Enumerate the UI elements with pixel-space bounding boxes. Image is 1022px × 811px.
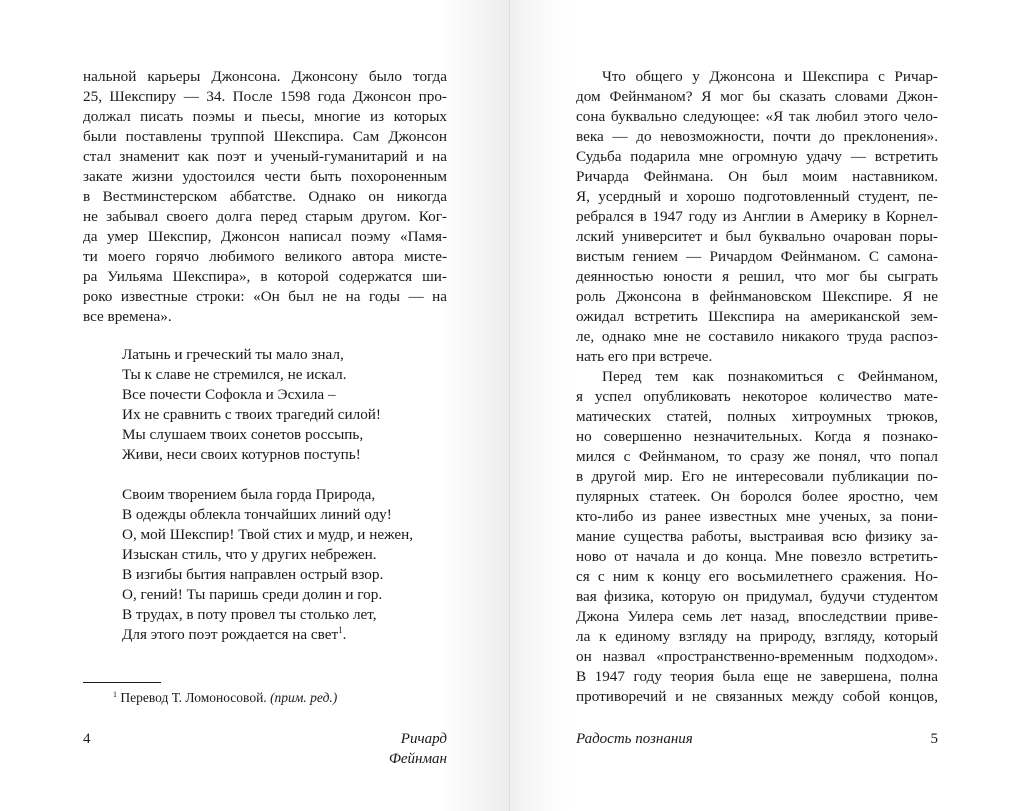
footnote-note: (прим. ред.) xyxy=(270,690,338,705)
text-line: ребрался в 1947 году из Англии в Америку в Корнел- xyxy=(576,208,938,225)
text-line: ся с ним к концу его восьмилетнего сражения. Но- xyxy=(576,568,938,585)
poem-stanza-2 xyxy=(122,485,413,645)
footnote-mark[interactable]: 1 xyxy=(338,625,343,635)
poem-line: Латынь и греческий ты мало знал, xyxy=(122,346,344,363)
text-line: закате жизни удостоился чести быть похороненным xyxy=(83,168,447,185)
text-line: 25, Шекспиру — 34. После 1598 года Джонсон про- xyxy=(83,88,447,105)
text-line: ла к единому взгляду на природу, взгляду, который xyxy=(576,628,938,645)
text-line: Что общего у Джонсона и Шекспира с Ричар- xyxy=(602,68,938,85)
text-line: мание существа работы, выстраивая всю физику за- xyxy=(576,528,938,545)
text-line: ле, однако мне не составило никакого труда распоз- xyxy=(576,328,938,345)
text-line: должал писать поэмы и пьесы, многие из которых xyxy=(83,108,447,125)
text-line: роль Джонсона в фейнмановском Шекспире. Я не xyxy=(576,288,938,305)
poem-line: В трудах, в поту провел ты столько лет, xyxy=(122,606,377,623)
text-line: стал знаменит как поэт и ученый-гуманитарий и на xyxy=(83,148,447,165)
poem-line: Ты к славе не стремился, не искал. xyxy=(122,366,347,383)
text-line: лский университет и был буквально очарован поры- xyxy=(576,228,938,245)
poem-line: Изыскан стиль, что у других небрежен. xyxy=(122,546,377,563)
running-title-right: Радость познания xyxy=(576,731,693,747)
text-line: кто-либо из ранее известных мне ученых, за пони- xyxy=(576,508,938,525)
text-line: дом Фейнманом? Я мог бы сказать словами Джон- xyxy=(576,88,938,105)
poem-line: В изгибы бытия направлен острый взор. xyxy=(122,566,384,583)
text-line: вистым гением — Ричардом Фейнманом. С самона- xyxy=(576,248,938,265)
text-line: противоречий и не связанных между собой концов, xyxy=(576,688,938,705)
footnote-text: Перевод Т. Ломоносовой. xyxy=(120,690,267,705)
footnote xyxy=(113,686,337,707)
text-line: Я, усердный и хорошо подготовленный студент, пе- xyxy=(576,188,938,205)
text-line: вая физика, которую он придумал, будучи студентом xyxy=(576,588,938,605)
poem-stanza-1 xyxy=(122,345,381,465)
poem-line: Живи, неси своих котурнов поступь! xyxy=(122,446,361,463)
footnote-divider xyxy=(83,682,161,683)
text-line: не забывал своего долга перед старым другом. Ког- xyxy=(83,208,447,225)
poem-line: Их не сравнить с твоих трагедий силой! xyxy=(122,406,381,423)
right-page-body xyxy=(576,67,938,707)
text-line: были поставлены труппой Шекспира. Сам Джонсон xyxy=(83,128,447,145)
text-line: мился с Фейнманом, то сразу же понял, что попал xyxy=(576,448,938,465)
poem-line: О, мой Шекспир! Твой стих и мудр, и нежен, xyxy=(122,526,414,543)
poem-line xyxy=(122,625,413,645)
text-line: все времена». xyxy=(83,308,172,325)
text-line: Судьба подарила мне огромную удачу — встретить xyxy=(576,148,938,165)
poem-period: . xyxy=(342,626,347,643)
text-line: В 1947 году теория была еще не завершена, полна xyxy=(576,668,938,685)
text-line: ти моего горячо любимого великого автора мисте- xyxy=(83,248,447,265)
text-line: он назвал «пространственно-временным подходом». xyxy=(576,648,938,665)
text-line: века — до невозможности, почти до преклонения». xyxy=(576,128,938,145)
text-line: ново от начала и до конца. Мне повезло встретить- xyxy=(576,548,938,565)
text-line: нать его при встрече. xyxy=(576,348,713,365)
poem-line: В одежды облекла тончайших линий оду! xyxy=(122,506,392,523)
poem-line: Своим творением была горда Природа, xyxy=(122,486,376,503)
left-page-body xyxy=(83,67,447,327)
text-line: я успел опубликовать некоторое количество мате- xyxy=(576,388,938,405)
poem-line-text: Для этого поэт рождается на свет xyxy=(122,626,339,643)
text-line: в Вестминстерском аббатстве. Однако он никогда xyxy=(83,188,447,205)
text-line: ра Уильяма Шекспира», в которой содержатся ши- xyxy=(83,268,447,285)
text-line: Перед тем как познакомиться с Фейнманом, xyxy=(602,368,938,385)
text-line: роко известные строки: «Он был не на годы — на xyxy=(83,288,447,305)
page-number-left: 4 xyxy=(83,731,91,747)
text-line: нальной карьеры Джонсона. Джонсону было тогда xyxy=(83,68,447,85)
text-line: ожидал встретить Шекспира на американской зем- xyxy=(576,308,938,325)
text-line: но совершенно незначительных. Когда я познако- xyxy=(576,428,938,445)
text-line: Джона Уилера семь лет назад, впоследствии приве- xyxy=(576,608,938,625)
poem-line: О, гений! Ты паришь среди долин и гор. xyxy=(122,586,383,603)
text-line: да умер Шекспир, Джонсон написал поэму «Памя- xyxy=(83,228,447,245)
page-number-right: 5 xyxy=(930,731,938,747)
text-line: Ричарда Фейнмана. Он был моим наставником. xyxy=(576,168,938,185)
left-page xyxy=(0,0,510,811)
running-title-left: Ричард Фейнман xyxy=(388,731,447,767)
text-line: пулярных статеек. Он боролся более яростно, чем xyxy=(576,488,938,505)
text-line: деянностью юности я решил, что мог бы сыграть xyxy=(576,268,938,285)
poem-line: Мы слушаем твоих сонетов россыпь, xyxy=(122,426,364,443)
text-line: в другой мир. Его не интересовали публикации по- xyxy=(576,468,938,485)
footnote-number: 1 xyxy=(113,690,117,699)
text-line: матических статей, полных хитроумных трюков, xyxy=(576,408,938,425)
poem-line: Все почести Софокла и Эсхила – xyxy=(122,386,336,403)
text-line: сона буквально следующее: «Я так любил этого чело- xyxy=(576,108,938,125)
